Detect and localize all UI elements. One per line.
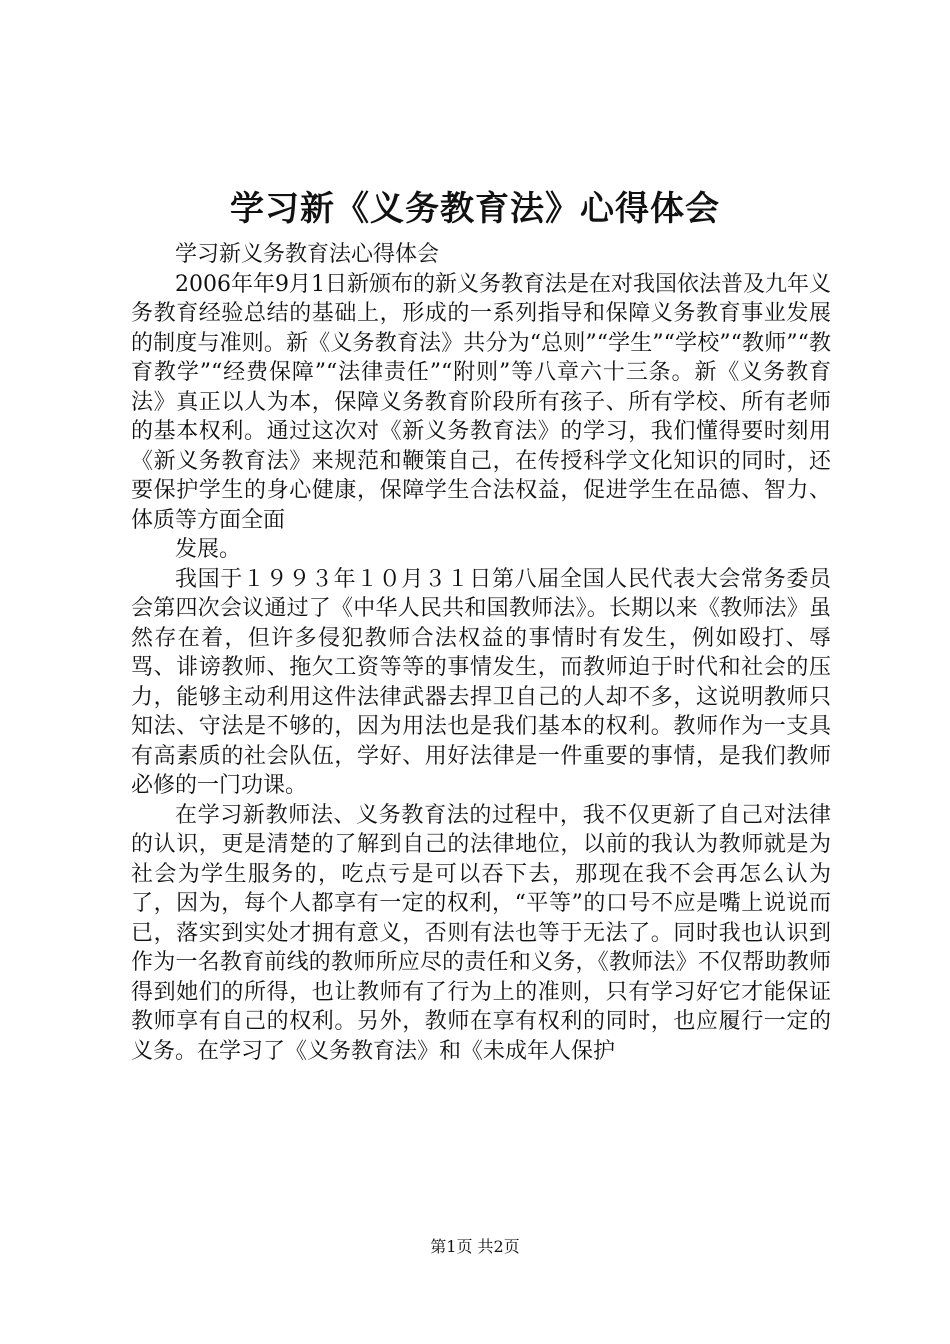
document-body — [131, 240, 831, 1066]
paragraph-2: 发展。 — [175, 537, 242, 562]
paragraph-1: 2006年年9月1日新颁布的新义务教育法是在对我国依法普及九年义务教育经验总结的基础上，形成的一系列指导和保障义务教育事业发展的制度与准则。新《义务教育法》共分为“总则”“学生”“学校”“教师”“教育教学”“经费保障”“法律责任”“附则”等八章六十三条。新《义务教育法》真正以人为本，保障义务教育阶段所有孩子、所有学校、所有老师的基本权利。通过这次对《新义务教育法》的学习，我们懂得要时刻用《新义务教育法》来规范和鞭策自己，在传授科学文化知识的同时，还要保护学生的身心健康，保障学生合法权益，促进学生在品德、智力、体质等方面全面 — [131, 271, 831, 533]
document-subtitle: 学习新义务教育法心得体会 — [175, 242, 440, 267]
paragraph-3: 我国于１９９３年１０月３１日第八届全国人民代表大会常务委员会第四次会议通过了《中华人民共和国教师法》。长期以来《教师法》虽然存在着，但许多侵犯教师合法权益的事情时有发生，例如殴打、辱骂、诽谤教师、拖欠工资等等的事情发生，而教师迫于时代和社会的压力，能够主动利用这件法律武器去捍卫自己的人却不多，这说明教师只知法、守法是不够的，因为用法也是我们基本的权利。教师作为一支具有高素质的社会队伍，学好、用好法律是一件重要的事情，是我们教师必修的一门功课。 — [131, 566, 831, 798]
document-title: 学习新《义务教育法》心得体会 — [230, 189, 720, 229]
page-footer: 第1页 共2页 — [430, 1237, 520, 1256]
paragraph-4: 在学习新教师法、义务教育法的过程中，我不仅更新了自己对法律的认识，更是清楚的了解到自己的法律地位，以前的我认为教师就是为社会为学生服务的，吃点亏是可以吞下去，那现在我不会再怎么认为了，因为，每个人都享有一定的权利，“平等”的口号不应是嘴上说说而已，落实到实处才拥有意义，否则有法也等于无法了。同时我也认识到作为一名教育前线的教师所应尽的责任和义务，《教师法》不仅帮助教师得到她们的所得，也让教师有了行为上的准则，只有学习好它才能保证教师享有自己的权利。另外，教师在享有权利的同时，也应履行一定的义务。在学习了《义务教育法》和《未成年人保护 — [131, 802, 831, 1064]
